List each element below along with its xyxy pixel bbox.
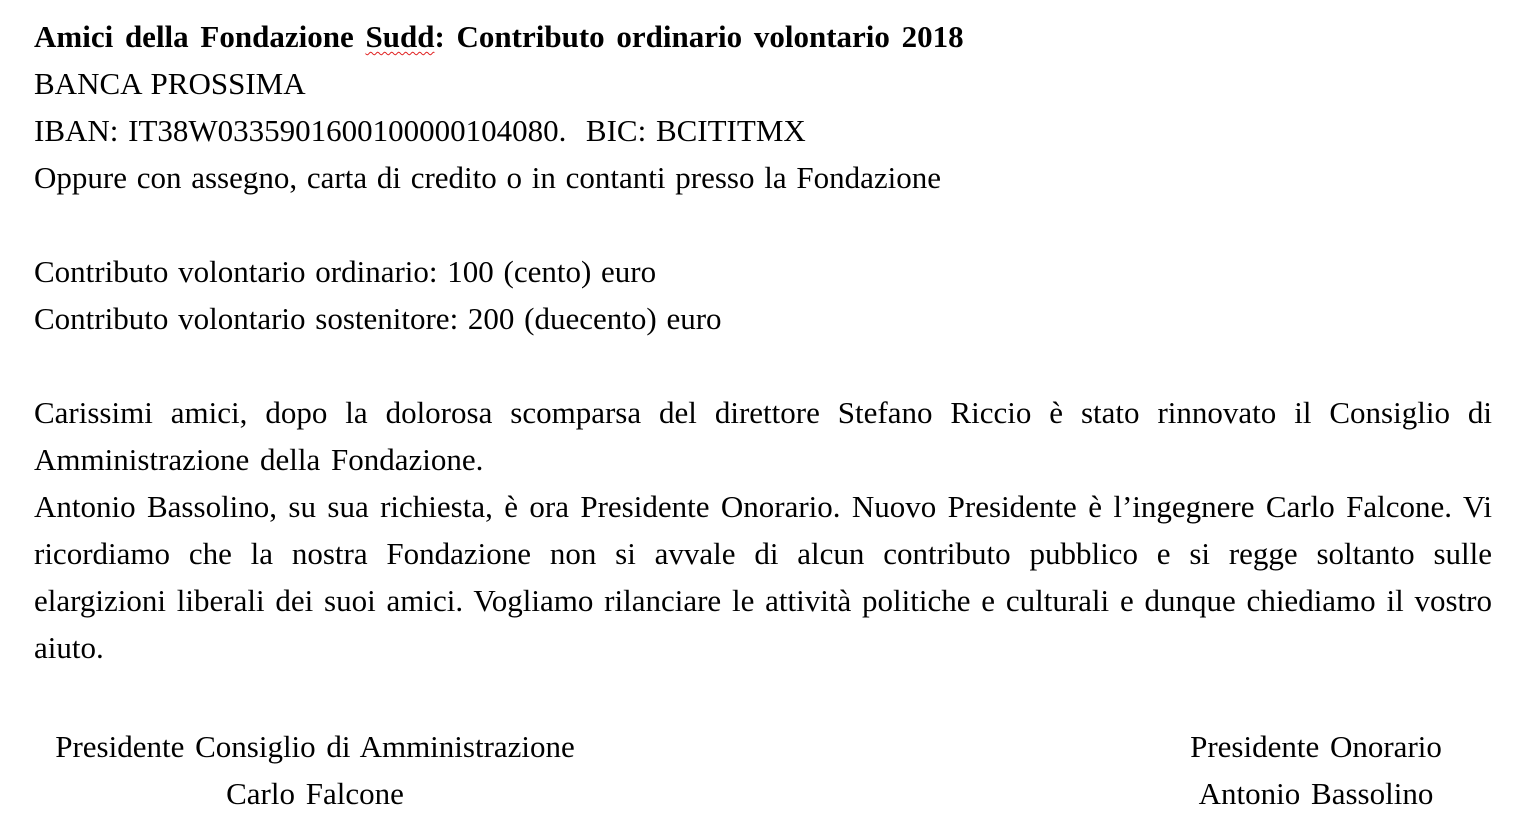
iban-line: IBAN: IT38W0335901600100000104080. BIC: BCITITMX bbox=[34, 113, 806, 148]
letter-paragraph-2: Antonio Bassolino, su sua richiesta, è ora Presidente Onorario. Nuovo Presidente è l’ingegnere Carlo Falcone. Vi ricordiamo che la nostra Fondazione non si avvale di alcun contributo pubblico e si regge soltanto sulle elargizioni liberali dei suoi amici. Vogliamo rilanciare le attività politiche e culturali e dunque chiediamo il vostro aiuto. bbox=[34, 489, 1492, 665]
letter-paragraph-1: Carissimi amici, dopo la dolorosa scomparsa del direttore Stefano Riccio è stato rinnovato il Consiglio di Amministrazione della Fondazione. bbox=[34, 395, 1492, 477]
signature-left-name: Carlo Falcone bbox=[226, 776, 404, 811]
signature-right-name: Antonio Bassolino bbox=[1198, 776, 1434, 811]
signature-right bbox=[1180, 723, 1452, 817]
payment-alternatives: Oppure con assegno, carta di credito o in contanti presso la Fondazione bbox=[34, 160, 941, 195]
spacer bbox=[34, 201, 1492, 248]
document-body bbox=[34, 13, 1492, 671]
signature-right-role: Presidente Onorario bbox=[1190, 729, 1442, 764]
spellcheck-flagged-word[interactable]: Sudd bbox=[365, 19, 435, 54]
title-part-2: : Contributo ordinario volontario 2018 bbox=[434, 19, 964, 54]
ordinary-contribution: Contributo volontario ordinario: 100 (cento) euro bbox=[34, 254, 657, 289]
signature-left-role: Presidente Consiglio di Amministrazione bbox=[55, 729, 575, 764]
signature-block bbox=[0, 723, 1530, 823]
spacer bbox=[34, 342, 1492, 389]
title-part-1: Amici della Fondazione bbox=[34, 19, 366, 54]
signature-left bbox=[42, 723, 588, 817]
bank-name: BANCA PROSSIMA bbox=[34, 66, 306, 101]
supporter-contribution: Contributo volontario sostenitore: 200 (duecento) euro bbox=[34, 301, 722, 336]
document-title bbox=[34, 13, 1492, 60]
